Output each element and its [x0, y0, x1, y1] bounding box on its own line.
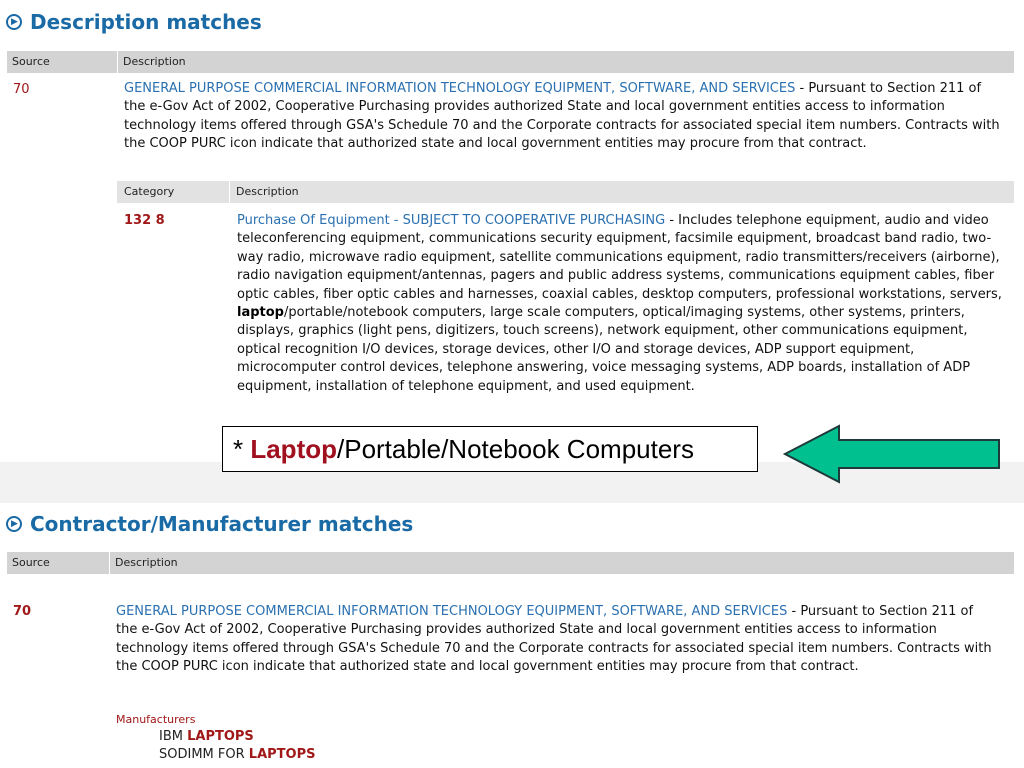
left-arrow-icon: [783, 424, 1003, 484]
header-divider: [117, 51, 118, 73]
source-number: 70: [13, 82, 30, 97]
purchase-of-equipment-link[interactable]: Purchase Of Equipment - SUBJECT TO COOPERATIVE PURCHASING: [237, 213, 666, 228]
source-description: [116, 603, 996, 677]
header-divider: [109, 552, 110, 574]
laptop-callout-box: [222, 426, 758, 472]
callout-prefix: *: [233, 434, 251, 464]
contractor-matches-title: [6, 512, 413, 536]
description-matches-title: [6, 10, 262, 34]
manufacturer-prefix: IBM: [159, 729, 188, 744]
header-source: Source: [12, 556, 50, 569]
callout-rest: /Portable/Notebook Computers: [337, 434, 694, 464]
header-description: Description: [115, 556, 178, 569]
schedule-70-text: - Pursuant to Section 211 of the e-Gov Act of 2002, Cooperative Purchasing provides authorized State and local government entities access to information technology items offered through GSA's Schedule 70 and the Corporate contracts for associated special item numbers. Contracts with the COOP PURC icon indicate that authorized state and local government entities may procure from that contract.: [124, 81, 1000, 152]
manufacturer-highlight: LAPTOPS: [187, 729, 254, 744]
source-description: [124, 80, 1004, 154]
schedule-70-text: - Pursuant to Section 211 of the e-Gov Act of 2002, Cooperative Purchasing provides authorized State and local government entities access to information technology items offered through GSA's Schedule 70 and the Corporate contracts for associated special item numbers. Contracts with the COOP PURC icon indicate that authorized state and local government entities may procure from that contract.: [116, 604, 992, 675]
category-header: [117, 181, 1014, 203]
manufacturer-item[interactable]: [159, 747, 315, 762]
category-number: 132 8: [124, 213, 165, 228]
section-title-text: Contractor/Manufacturer matches: [30, 512, 414, 536]
header-source: Source: [12, 55, 50, 68]
table-header: [7, 552, 1014, 574]
header-sub-description: Description: [236, 185, 299, 198]
source-number: 70: [13, 604, 32, 619]
header-description: Description: [123, 55, 186, 68]
manufacturer-highlight: LAPTOPS: [248, 747, 316, 762]
table-header: [7, 51, 1014, 73]
schedule-70-link[interactable]: GENERAL PURPOSE COMMERCIAL INFORMATION TECHNOLOGY EQUIPMENT, SOFTWARE, AND SERVICES: [124, 81, 796, 96]
callout-highlight: Laptop: [250, 434, 337, 464]
category-text-after: /portable/notebook computers, large scale computers, optical/imaging systems, other systems, printers, displays, graphics (light pens, digitizers, touch screens), network equipment, other communications equipment, optical recognition I/O devices, storage devices, other I/O and storage devices, ADP support equipment, microcomputer control devices, telephone answering, voice messaging systems, ADP boards, installation of ADP equipment, installation of telephone equipment, and used equipment.: [237, 305, 971, 394]
schedule-70-link[interactable]: GENERAL PURPOSE COMMERCIAL INFORMATION TECHNOLOGY EQUIPMENT, SOFTWARE, AND SERVICES: [116, 604, 788, 619]
section-title-text: Description matches: [30, 10, 262, 34]
category-text-before: - Includes telephone equipment, audio and video teleconferencing equipment, communications security equipment, facsimile equipment, broadcast band radio, two-way radio, microwave radio equipment, satellite communications equipment, radio transmitters/receivers (airborne), radio navigation equipment/antennas, pagers and public address systems, communications equipment cables, fiber optic cables, fiber optic cables and harnesses, coaxial cables, desktop computers, professional workstations, servers,: [237, 213, 1002, 302]
highlight-laptop: laptop: [237, 305, 284, 321]
category-description: [237, 212, 1009, 396]
manufacturers-label: Manufacturers: [116, 713, 196, 726]
manufacturer-prefix: SODIMM FOR: [159, 747, 249, 762]
manufacturer-item[interactable]: [159, 729, 254, 744]
contractor-matches-panel: [0, 503, 1024, 768]
circle-chevron-right-icon[interactable]: ▶: [6, 14, 22, 30]
circle-chevron-right-icon[interactable]: ▶: [6, 516, 22, 532]
header-category: Category: [124, 185, 175, 198]
subheader-divider: [229, 181, 230, 203]
